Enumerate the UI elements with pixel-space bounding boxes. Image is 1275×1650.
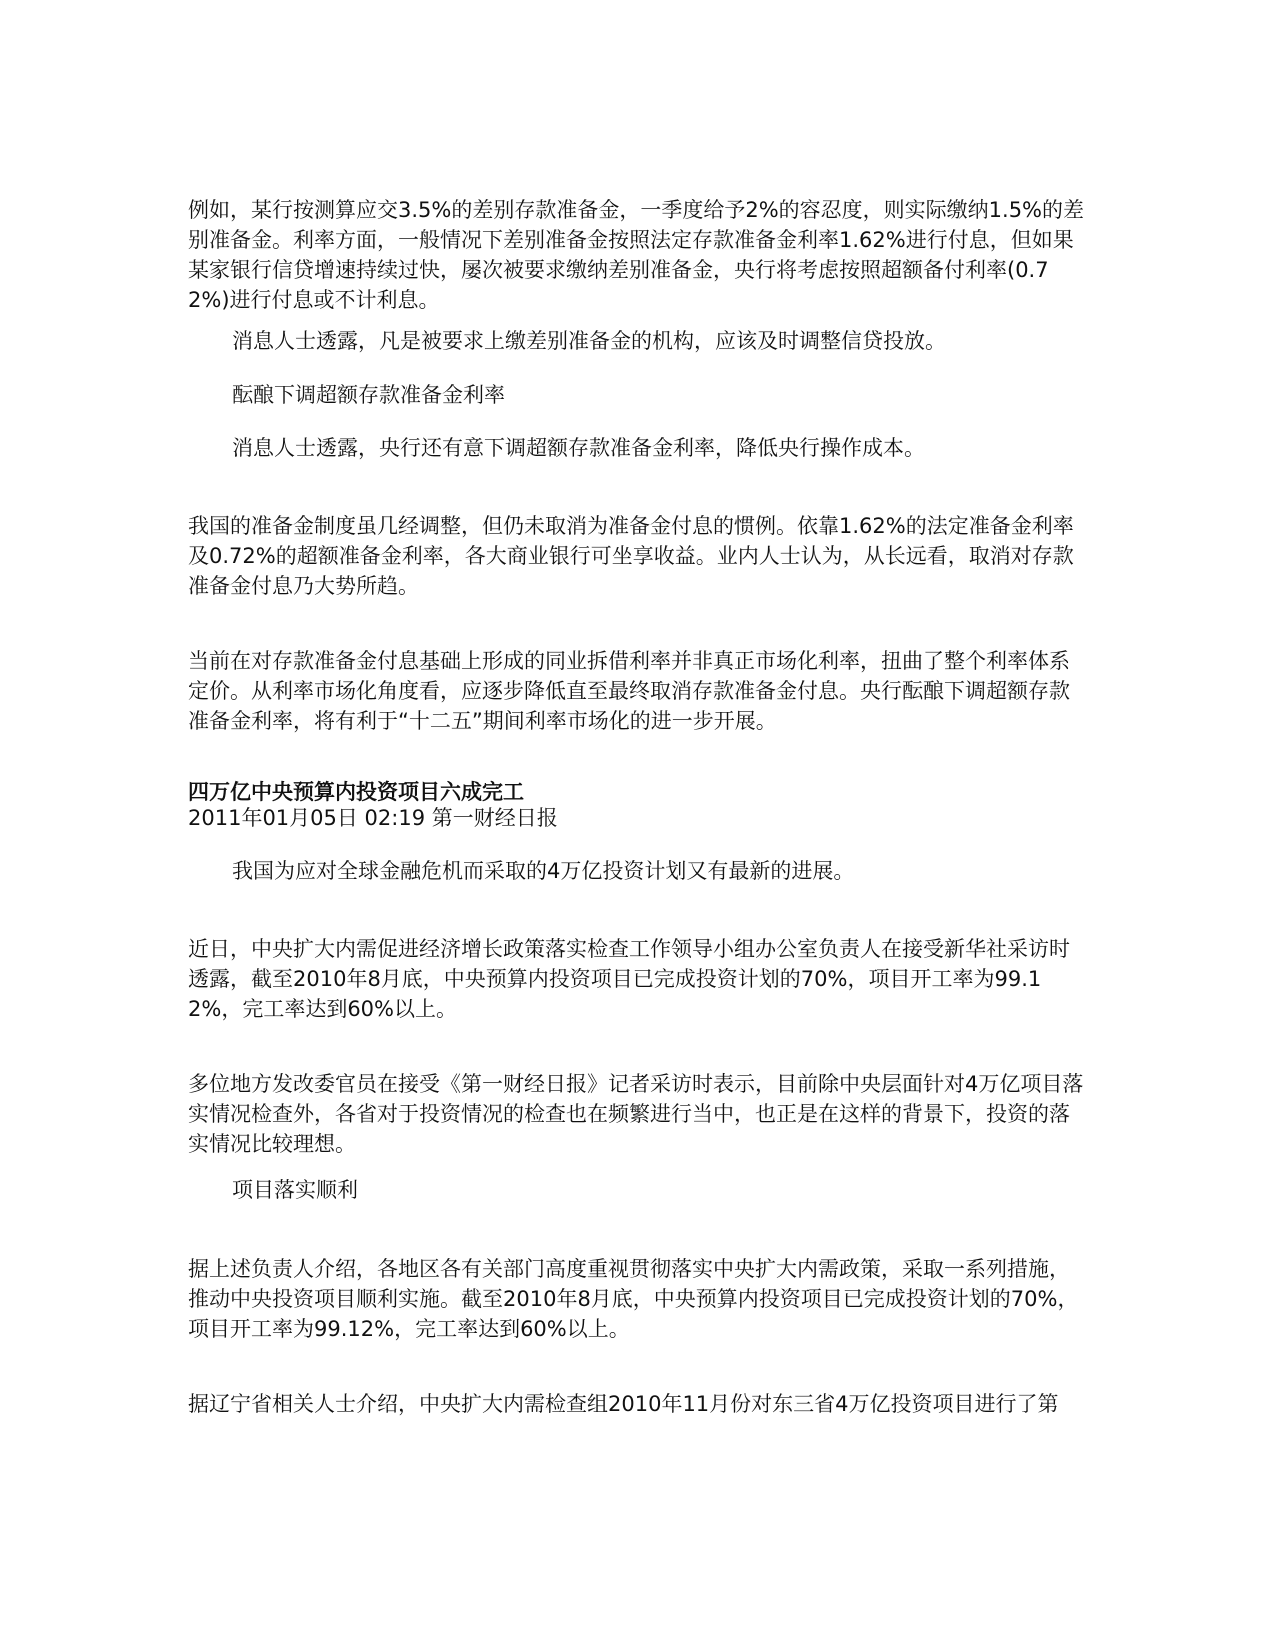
paragraph-local-officials: 多位地方发改委官员在接受《第一财经日报》记者采访时表示，目前除中央层面针对4万亿项目落实情况检查外，各省对于投资情况的检查也在频繁进行当中，也正是在这样的背景下，投资的落实情况比较理想。 [188,1072,1084,1156]
article-dateline: 2011年01月05日 02:19 第一财经日报 [188,806,558,830]
paragraph-reserve-system: 我国的准备金制度虽几经调整，但仍未取消为准备金付息的惯例。依靠1.62%的法定准备金利率及0.72%的超额准备金利率，各大商业银行可坐享收益。业内人士认为，从长远看，取消对存款准备金付息乃大势所趋。 [188,514,1074,598]
paragraph-investment-progress: 我国为应对全球金融危机而采取的4万亿投资计划又有最新的进展。 [232,859,855,883]
paragraph-implementation-details: 据上述负责人介绍，各地区各有关部门高度重视贯彻落实中央扩大内需政策，采取一系列措施，推动中央投资项目顺利实施。截至2010年8月底，中央预算内投资项目已完成投资计划的70%，项目开工率为99.12%，完工率达到60%以上。 [188,1257,1079,1341]
paragraph-source-reveal: 消息人士透露，凡是被要求上缴差别准备金的机构，应该及时调整信贷投放。 [232,329,946,353]
paragraph-reserve-example: 例如，某行按测算应交3.5%的差别存款准备金，一季度给予2%的容忍度，则实际缴纳1.5%的差别准备金。利率方面，一般情况下差别准备金按照法定存款准备金利率1.62%进行付息，但如果某家银行信贷增速持续过快，屡次被要求缴纳差别准备金，央行将考虑按照超额备付利率(0.72%)进行付息或不计利息。 [188,198,1085,312]
subheading-project-implementation: 项目落实顺利 [232,1178,358,1202]
paragraph-xinhua-interview: 近日，中央扩大内需促进经济增长政策落实检查工作领导小组办公室负责人在接受新华社采访时透露，截至2010年8月底，中央预算内投资项目已完成投资计划的70%，项目开工率为99.12%，完工率达到60%以上。 [188,937,1070,1021]
paragraph-rate-cut-intent: 消息人士透露，央行还有意下调超额存款准备金利率，降低央行操作成本。 [232,436,925,460]
article-title: 四万亿中央预算内投资项目六成完工 [188,780,524,804]
subheading-excess-reserve-rate: 酝酿下调超额存款准备金利率 [232,383,505,407]
paragraph-liaoning-inspection: 据辽宁省相关人士介绍，中央扩大内需检查组2010年11月份对东三省4万亿投资项目进行了第 [188,1392,1059,1416]
paragraph-interbank-rate: 当前在对存款准备金付息基础上形成的同业拆借利率并非真正市场化利率，扭曲了整个利率体系定价。从利率市场化角度看，应逐步降低直至最终取消存款准备金付息。央行酝酿下调超额存款准备金利率，将有利于“十二五”期间利率市场化的进一步开展。 [188,649,1070,733]
